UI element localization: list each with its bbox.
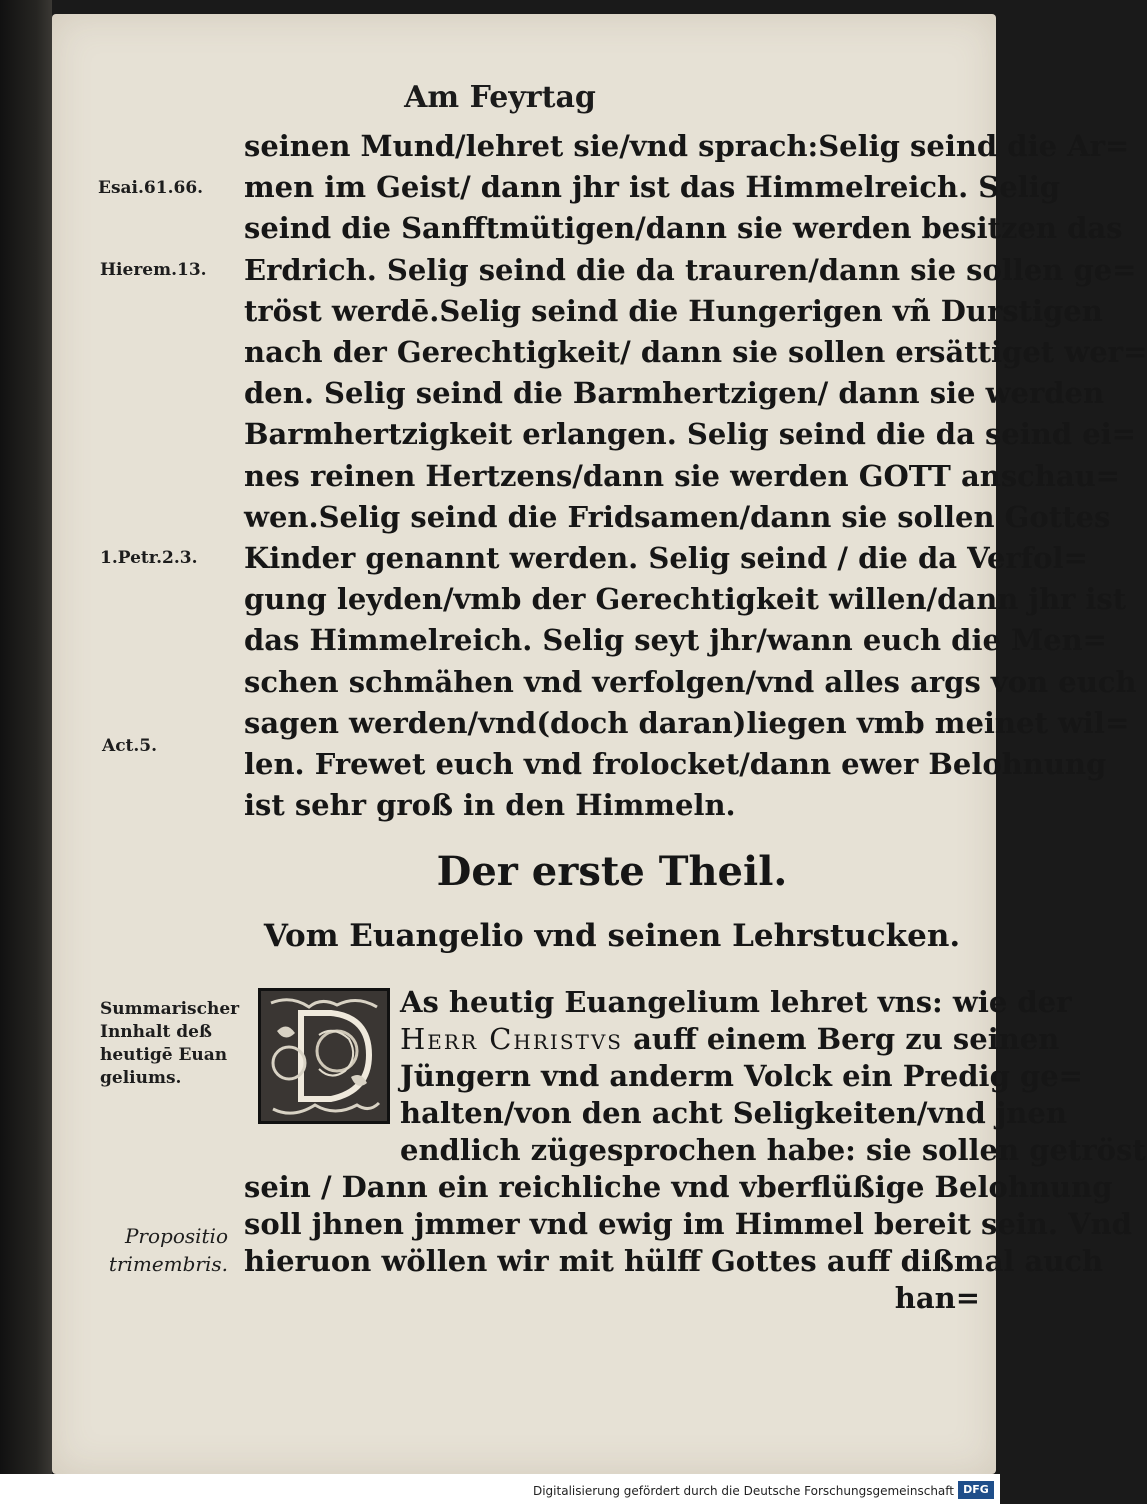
text-line: halten/von den acht Seligkeiten/vnd jnen bbox=[400, 1096, 1067, 1130]
small-caps-name: Herr Christvs bbox=[400, 1022, 623, 1056]
text-line: das Himmelreich. Selig seyt jhr/wann euch die Men= bbox=[244, 623, 1107, 658]
paragraph-first-lines bbox=[400, 984, 1083, 1132]
dfg-logo-icon: DFG bbox=[958, 1481, 994, 1499]
text-line: nes reinen Hertzens/dann sie werden GOTT anschau= bbox=[244, 458, 1121, 493]
text-line: Barmhertzigkeit erlangen. Selig seind die da seind ei= bbox=[244, 417, 1136, 452]
text-line: gung leyden/vmb der Gerechtigkeit willen/dann jhr ist bbox=[244, 582, 1127, 617]
text-line: As heutig Euangelium lehret vns: wie der bbox=[400, 985, 1072, 1019]
summary-line: geliums. bbox=[100, 1068, 182, 1088]
propositio-line: trimembris. bbox=[108, 1252, 228, 1276]
text-line: nach der Gerechtigkeit/ dann sie sollen ersättiget wer= bbox=[244, 335, 1147, 370]
text-line: endlich zügesprochen habe: sie sollen getröst bbox=[400, 1133, 1146, 1167]
text-line: schen schmähen vnd verfolgen/vnd alles args von euch bbox=[244, 664, 1137, 699]
margin-note-summary bbox=[100, 998, 239, 1090]
text-line: sein / Dann ein reichliche vnd vberflüßige Belohnung bbox=[244, 1170, 1113, 1204]
text-line: Jüngern vnd anderm Volck ein Predig ge= bbox=[400, 1059, 1083, 1093]
text-line: Herr Christvs auff einem Berg zu seinen bbox=[400, 1022, 1060, 1056]
text-line: seinen Mund/lehret sie/vnd sprach:Selig seind die Ar= bbox=[244, 129, 1130, 163]
funding-credit: Digitalisierung gefördert durch die Deutsche Forschungsgemeinschaft bbox=[532, 1484, 954, 1498]
scripture-text bbox=[244, 126, 1147, 826]
text-line: soll jhnen jmmer vnd ewig im Himmel bereit sein. Vnd bbox=[244, 1207, 1132, 1241]
summary-line: Summarischer bbox=[100, 999, 240, 1019]
paragraph-indented-line bbox=[400, 1132, 1146, 1169]
scan-dark-edge bbox=[0, 0, 52, 1504]
text-line: Kinder genannt werden. Selig seind / die da Verfol= bbox=[244, 541, 1088, 576]
text-line: hieruon wöllen wir mit hülff Gottes auff dißmal auch bbox=[244, 1244, 1104, 1278]
decorated-initial-d bbox=[258, 988, 390, 1124]
paragraph-full-lines bbox=[244, 1169, 1132, 1317]
text-line: tröst werdē.Selig seind die Hungerigen vñ Durstigen bbox=[244, 293, 1103, 328]
summary-line: Innhalt deß bbox=[100, 1022, 212, 1042]
ornament-initial-icon bbox=[261, 991, 387, 1121]
text-line: den. Selig seind die Barmhertzigen/ dann sie werden bbox=[244, 376, 1105, 411]
text-line: men im Geist/ dann jhr ist das Himmelreich. Selig bbox=[244, 170, 1061, 205]
text-line: ist sehr groß in den Himmeln. bbox=[244, 788, 736, 823]
margin-note-propositio bbox=[102, 1222, 228, 1278]
section-subtitle: Vom Euangelio vnd seinen Lehrstucken. bbox=[263, 918, 961, 954]
section-title: Der erste Theil. bbox=[436, 848, 788, 895]
margin-note-hierem: Hierem.13. bbox=[100, 260, 207, 280]
text-line: Erdrich. Selig seind die da trauren/dann sie sollen ge= bbox=[244, 252, 1137, 287]
text-line: sagen werden/vnd(doch daran)liegen vmb meinet wil= bbox=[244, 705, 1130, 740]
margin-note-petr: 1.Petr.2.3. bbox=[100, 548, 198, 568]
margin-note-esai: Esai.61.66. bbox=[98, 178, 204, 198]
running-head: Am Feyrtag bbox=[404, 80, 596, 115]
text-line: len. Frewet euch vnd frolocket/dann ewer Belohnung bbox=[244, 747, 1107, 782]
catchword: han= bbox=[894, 1281, 980, 1315]
text-line: wen.Selig seind die Fridsamen/dann sie sollen Gottes bbox=[244, 499, 1111, 534]
text-line: seind die Sanfftmütigen/dann sie werden besitzen das bbox=[244, 211, 1123, 246]
margin-note-act: Act.5. bbox=[102, 736, 158, 756]
summary-line: heutigē Euan bbox=[100, 1045, 228, 1065]
propositio-line: Propositio bbox=[124, 1224, 228, 1248]
